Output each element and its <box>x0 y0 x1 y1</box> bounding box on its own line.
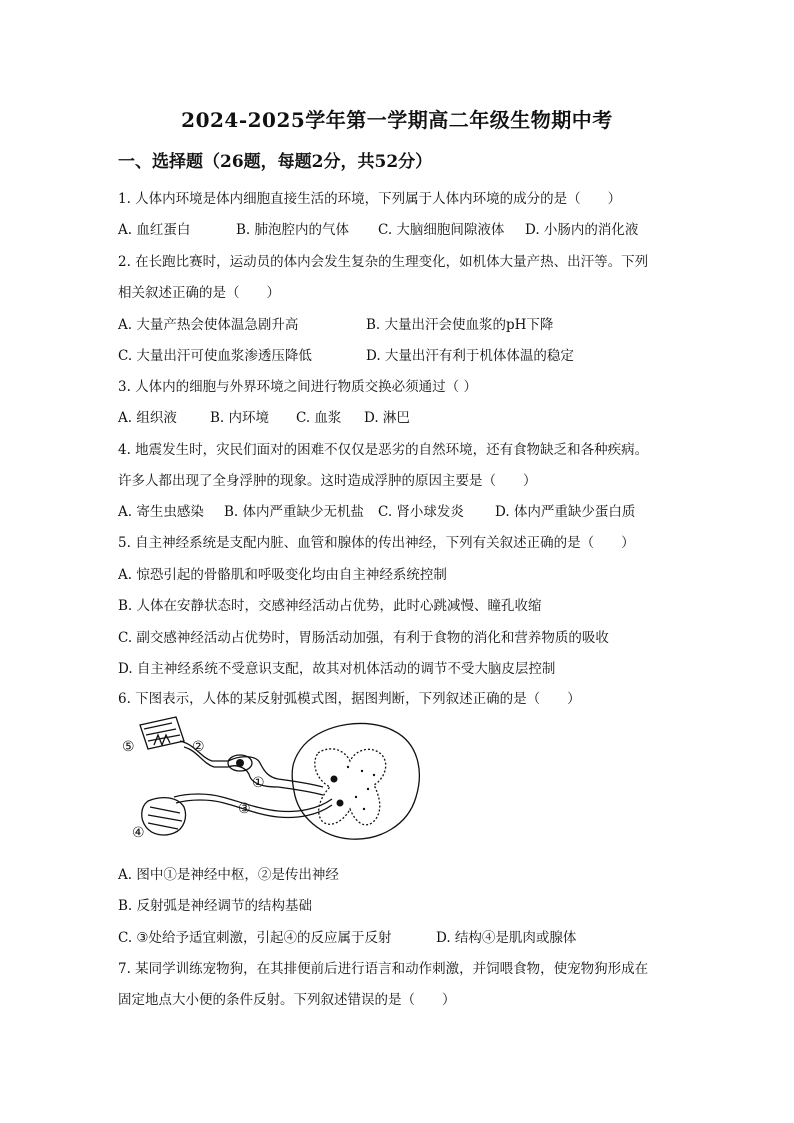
q2-option-a: A. 大量产热会使体温急剧升高 <box>118 317 299 333</box>
q1-option-c: C. 大脑细胞间隙液体 <box>378 222 505 238</box>
effector-muscle <box>142 798 186 835</box>
label-2: ② <box>192 739 205 755</box>
q2-option-c: C. 大量出汗可使血浆渗透压降低 <box>118 348 312 364</box>
q5-option-a: A. 惊恐引起的骨骼肌和呼吸变化均由自主神经系统控制 <box>118 567 447 583</box>
question-7-stem-line2: 固定地点大小便的条件反射。下列叙述错误的是（ ） <box>118 992 456 1008</box>
question-4-stem-line1: 4. 地震发生时，灾民们面对的困难不仅仅是恶劣的自然环境，还有食物缺乏和各种疾病。 <box>118 442 649 458</box>
section-heading: 一、选择题（26题，每题2分，共52分） <box>118 152 433 172</box>
question-7-stem-line1: 7. 某同学训练宠物狗，在其排便前后进行语言和动作刺激，并饲喂食物，使宠物狗形成在 <box>118 961 649 977</box>
q4-option-b: B. 体内严重缺少无机盐 <box>224 504 365 520</box>
q3-option-a: A. 组织液 <box>118 410 177 426</box>
q4-option-a: A. 寄生虫感染 <box>118 504 204 520</box>
q3-option-d: D. 淋巴 <box>364 410 410 426</box>
question-5-stem: 5. 自主神经系统是支配内脏、血管和腺体的传出神经，下列有关叙述正确的是（ ） <box>118 535 635 551</box>
question-4-stem-line2: 许多人都出现了全身浮肿的现象。这时造成浮肿的原因主要是（ ） <box>118 473 537 489</box>
label-5: ⑤ <box>122 739 135 755</box>
q6-option-a: A. 图中①是神经中枢，②是传出神经 <box>118 867 339 883</box>
q3-option-c: C. 血浆 <box>296 410 342 426</box>
question-6-stem: 6. 下图表示，人体的某反射弧模式图，据图判断，下列叙述正确的是（ ） <box>118 691 581 707</box>
q1-option-b: B. 肺泡腔内的气体 <box>236 222 350 238</box>
q3-option-b: B. 内环境 <box>210 410 270 426</box>
q5-option-b: B. 人体在安静状态时，交感神经活动占优势，此时心跳减慢、瞳孔收缩 <box>118 598 542 614</box>
question-3-stem: 3. 人体内的细胞与外界环境之间进行物质交换必须通过（ ） <box>118 379 477 395</box>
motor-neuron-cell-body <box>337 800 344 807</box>
q2-option-d: D. 大量出汗有利于机体体温的稳定 <box>366 348 574 364</box>
q4-option-d: D. 体内严重缺少蛋白质 <box>495 504 636 520</box>
q5-option-d: D. 自主神经系统不受意识支配，故其对机体活动的调节不受大脑皮层控制 <box>118 661 556 677</box>
interneuron-cell-body <box>331 776 338 783</box>
page-title: 2024-2025学年第一学期高二年级生物期中考 <box>181 108 613 132</box>
reflex-arc-diagram <box>118 705 428 855</box>
label-1: ① <box>252 775 265 791</box>
ganglion-cell-body <box>236 759 244 767</box>
receptor-skin-block <box>140 717 184 749</box>
question-2-stem-line2: 相关叙述正确的是（ ） <box>118 285 280 301</box>
q6-option-d: D. 结构④是肌肉或腺体 <box>436 930 577 946</box>
q5-option-c: C. 副交感神经活动占优势时，胃肠活动加强，有利于食物的消化和营养物质的吸收 <box>118 630 609 646</box>
q4-option-c: C. 肾小球发炎 <box>378 504 464 520</box>
q6-option-c: C. ③处给予适宜刺激，引起④的反应属于反射 <box>118 930 392 946</box>
label-3: ③ <box>238 801 251 817</box>
spinal-cord-outline <box>292 723 419 839</box>
q1-option-d: D. 小肠内的消化液 <box>525 222 639 238</box>
q1-option-a: A. 血红蛋白 <box>118 222 191 238</box>
q2-option-b: B. 大量出汗会使血浆的pH下降 <box>366 317 554 333</box>
q6-option-b: B. 反射弧是神经调节的结构基础 <box>118 898 313 914</box>
label-4: ④ <box>132 825 145 841</box>
question-1-stem: 1. 人体内环境是体内细胞直接生活的环境，下列属于人体内环境的成分的是（ ） <box>118 191 622 207</box>
question-2-stem-line1: 2. 在长跑比赛时，运动员的体内会发生复杂的生理变化，如机体大量产热、出汗等。下列 <box>118 254 649 270</box>
